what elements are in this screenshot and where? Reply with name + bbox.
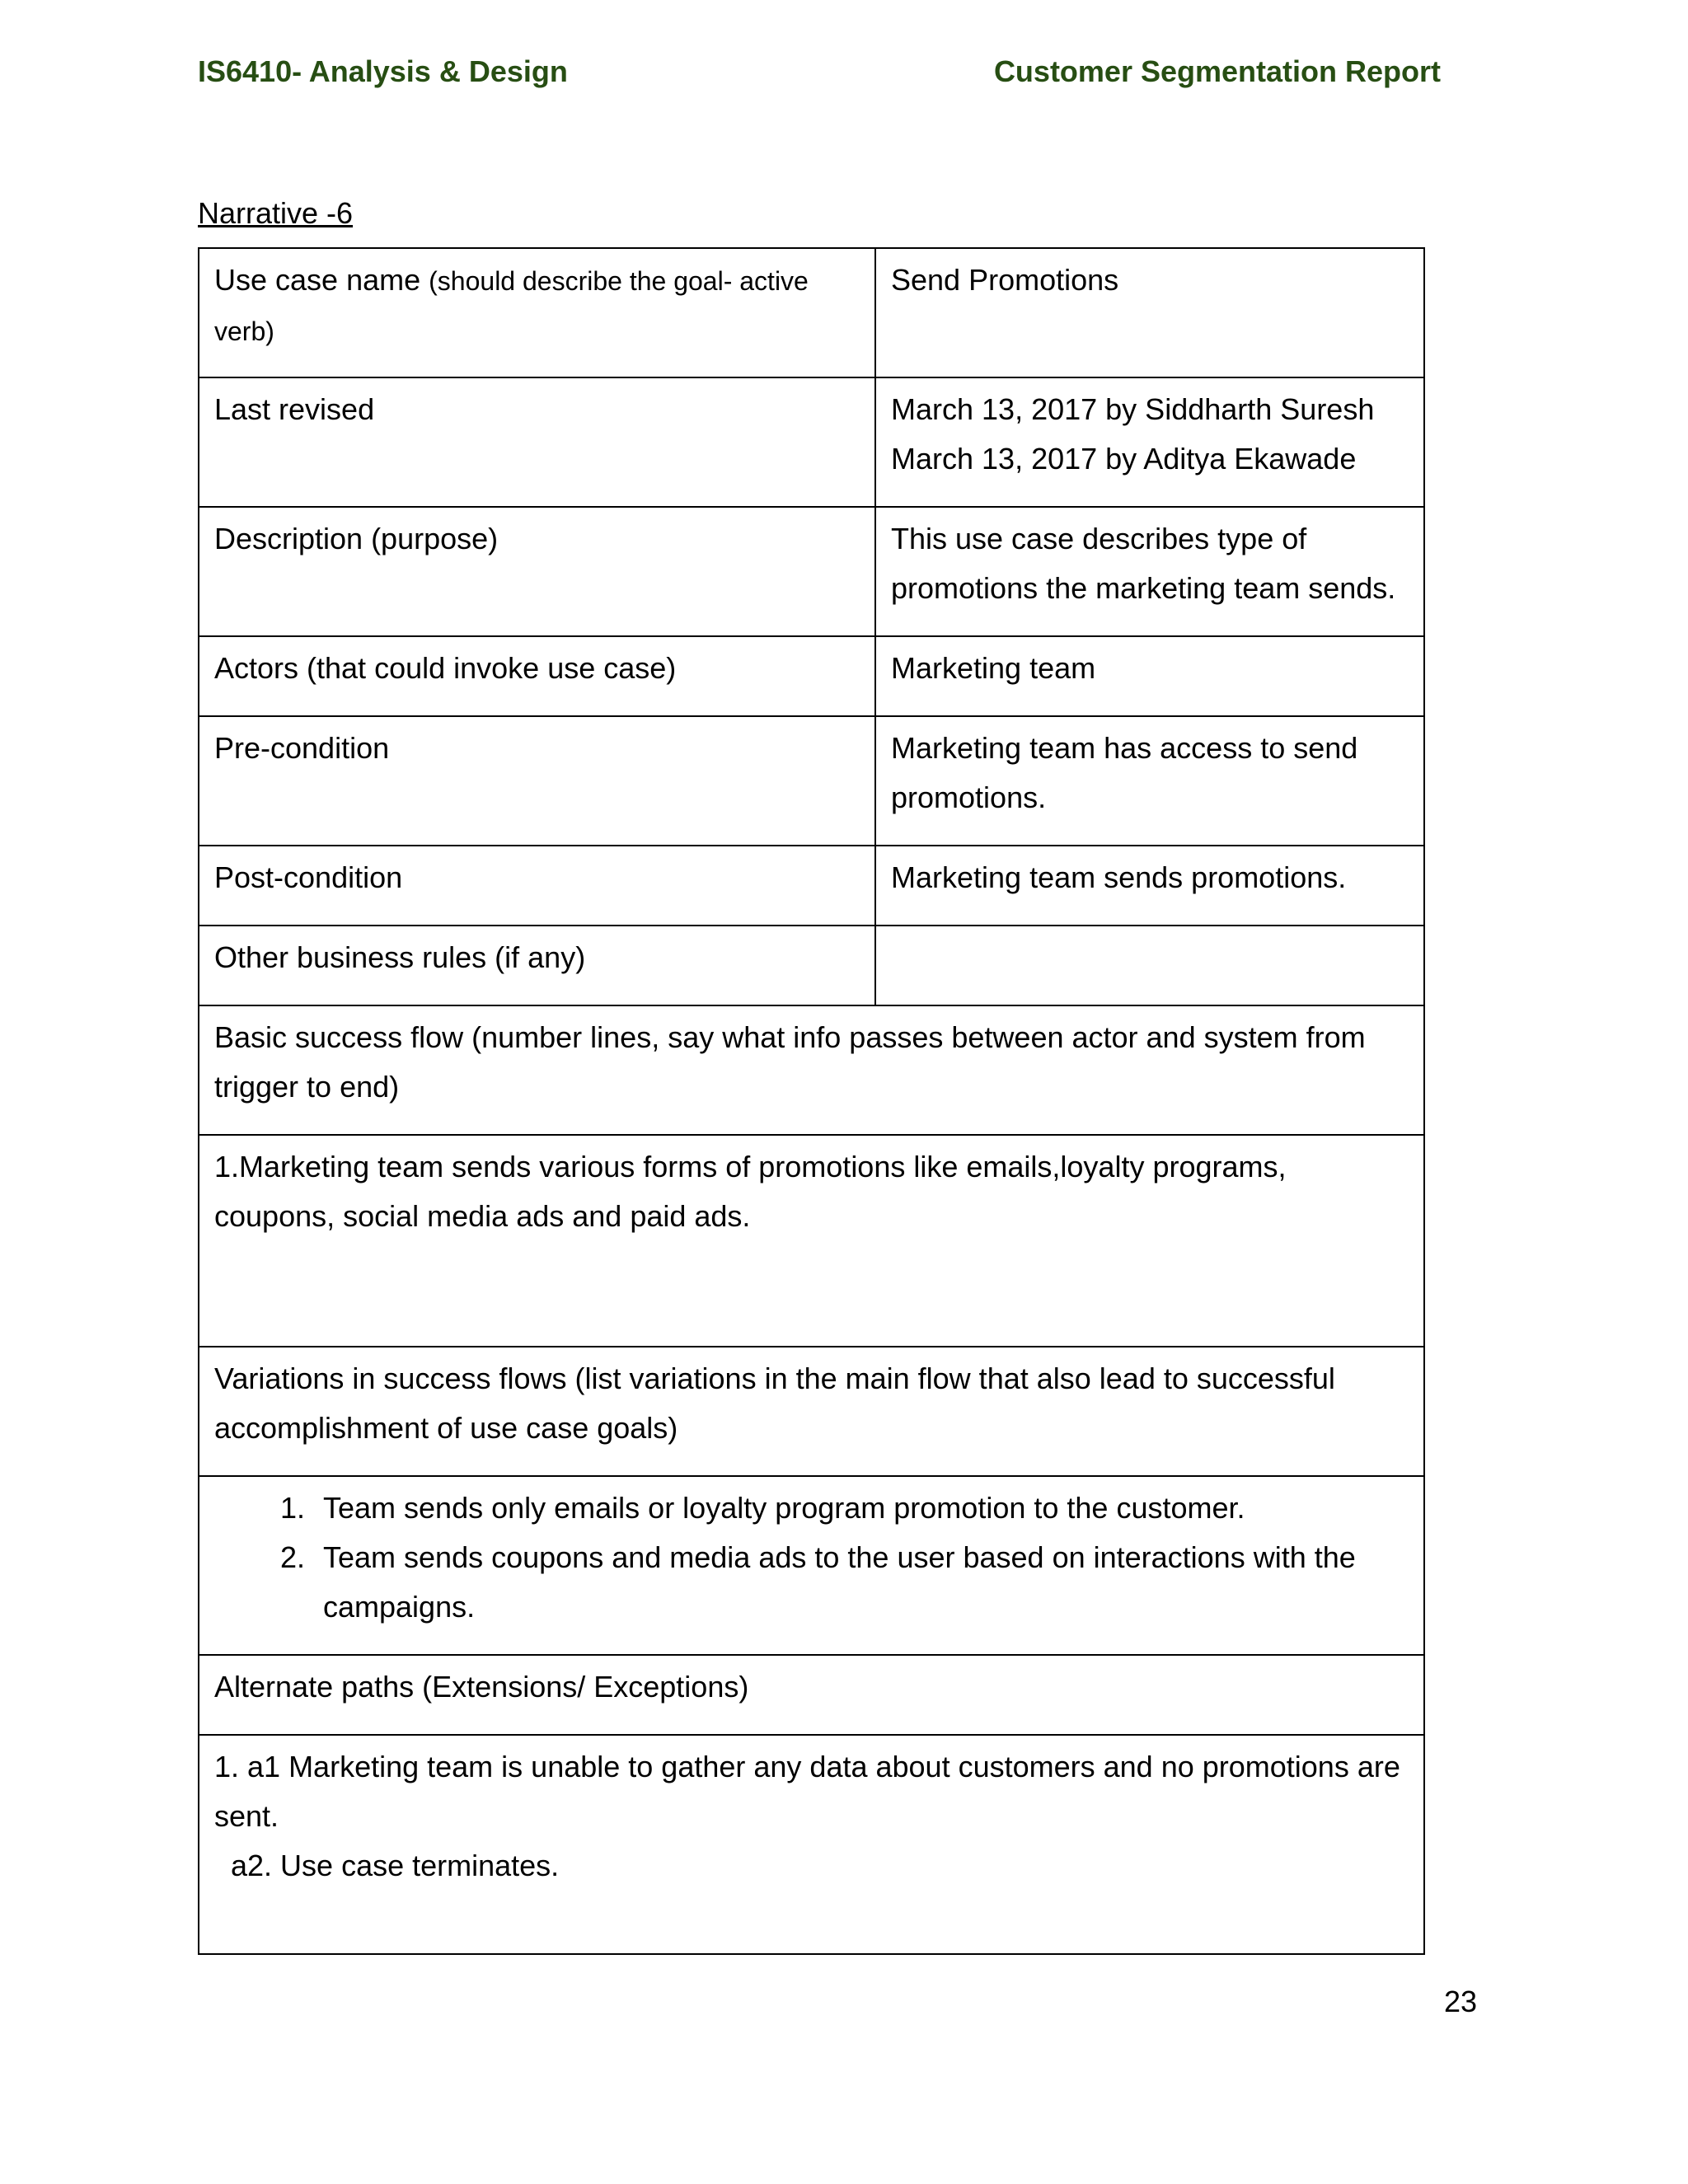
course-title: IS6410- Analysis & Design <box>198 54 568 88</box>
basic-flow-content: 1.Marketing team sends various forms of promotions like emails,loyalty programs, coupons, social media ads and paid ads. <box>199 1135 1424 1347</box>
actors-label: Actors (that could invoke use case) <box>199 636 875 716</box>
last-revised-label: Last revised <box>199 377 875 507</box>
row-basic-flow-content <box>199 1135 1424 1347</box>
row-variations-list <box>199 1476 1424 1655</box>
variation-item: 2. Team sends coupons and media ads to the user based on interactions with the campaigns. <box>313 1533 1409 1632</box>
last-revised-value <box>875 377 1424 507</box>
variations-heading: Variations in success flows (list variations in the main flow that also lead to successful accomplishment of use case goals) <box>199 1347 1424 1476</box>
last-revised-entry: March 13, 2017 by Siddharth Suresh <box>891 392 1375 426</box>
page-header <box>198 54 1441 96</box>
use-case-table <box>198 247 1425 1955</box>
narrative-title: Narrative -6 <box>198 196 354 230</box>
alternate-paths-content <box>199 1735 1424 1954</box>
row-last-revised <box>199 377 1424 507</box>
alternate-paths-heading: Alternate paths (Extensions/ Exceptions) <box>199 1655 1424 1735</box>
use-case-name-label-note: (should describe the goal- active verb) <box>214 266 809 346</box>
actors-value: Marketing team <box>875 636 1424 716</box>
alternate-path-line: a2. Use case terminates. <box>231 1849 560 1882</box>
last-revised-entry: March 13, 2017 by Aditya Ekawade <box>891 442 1357 476</box>
row-other-rules <box>199 926 1424 1005</box>
other-rules-value <box>875 926 1424 1005</box>
row-description <box>199 507 1424 636</box>
basic-flow-heading: Basic success flow (number lines, say what info passes between actor and system from trigger to end) <box>199 1005 1424 1135</box>
row-alternate-content <box>199 1735 1424 1954</box>
post-condition-label: Post-condition <box>199 846 875 926</box>
row-post-condition <box>199 846 1424 926</box>
post-condition-value: Marketing team sends promotions. <box>875 846 1424 926</box>
report-title: Customer Segmentation Report <box>993 54 1441 88</box>
row-alternate-heading <box>199 1655 1424 1735</box>
other-rules-label: Other business rules (if any) <box>199 926 875 1005</box>
variations-list <box>214 1483 1409 1632</box>
description-label: Description (purpose) <box>199 507 875 636</box>
page-number: 23 <box>1444 1985 1478 2018</box>
row-pre-condition <box>199 716 1424 846</box>
row-actors <box>199 636 1424 716</box>
row-use-case-name <box>199 248 1424 377</box>
use-case-name-label-text: Use case name <box>214 263 421 297</box>
variation-item: 1. Team sends only emails or loyalty program promotion to the customer. <box>313 1483 1409 1533</box>
use-case-name-value: Send Promotions <box>875 248 1424 377</box>
pre-condition-value: Marketing team has access to send promotions. <box>875 716 1424 846</box>
row-basic-flow-heading <box>199 1005 1424 1135</box>
row-variations-heading <box>199 1347 1424 1476</box>
description-value: This use case describes type of promotions the marketing team sends. <box>875 507 1424 636</box>
variations-list-cell <box>199 1476 1424 1655</box>
use-case-name-label <box>199 248 875 377</box>
alternate-path-line: 1. a1 Marketing team is unable to gather any data about customers and no promotions are sent. <box>214 1750 1400 1833</box>
pre-condition-label: Pre-condition <box>199 716 875 846</box>
